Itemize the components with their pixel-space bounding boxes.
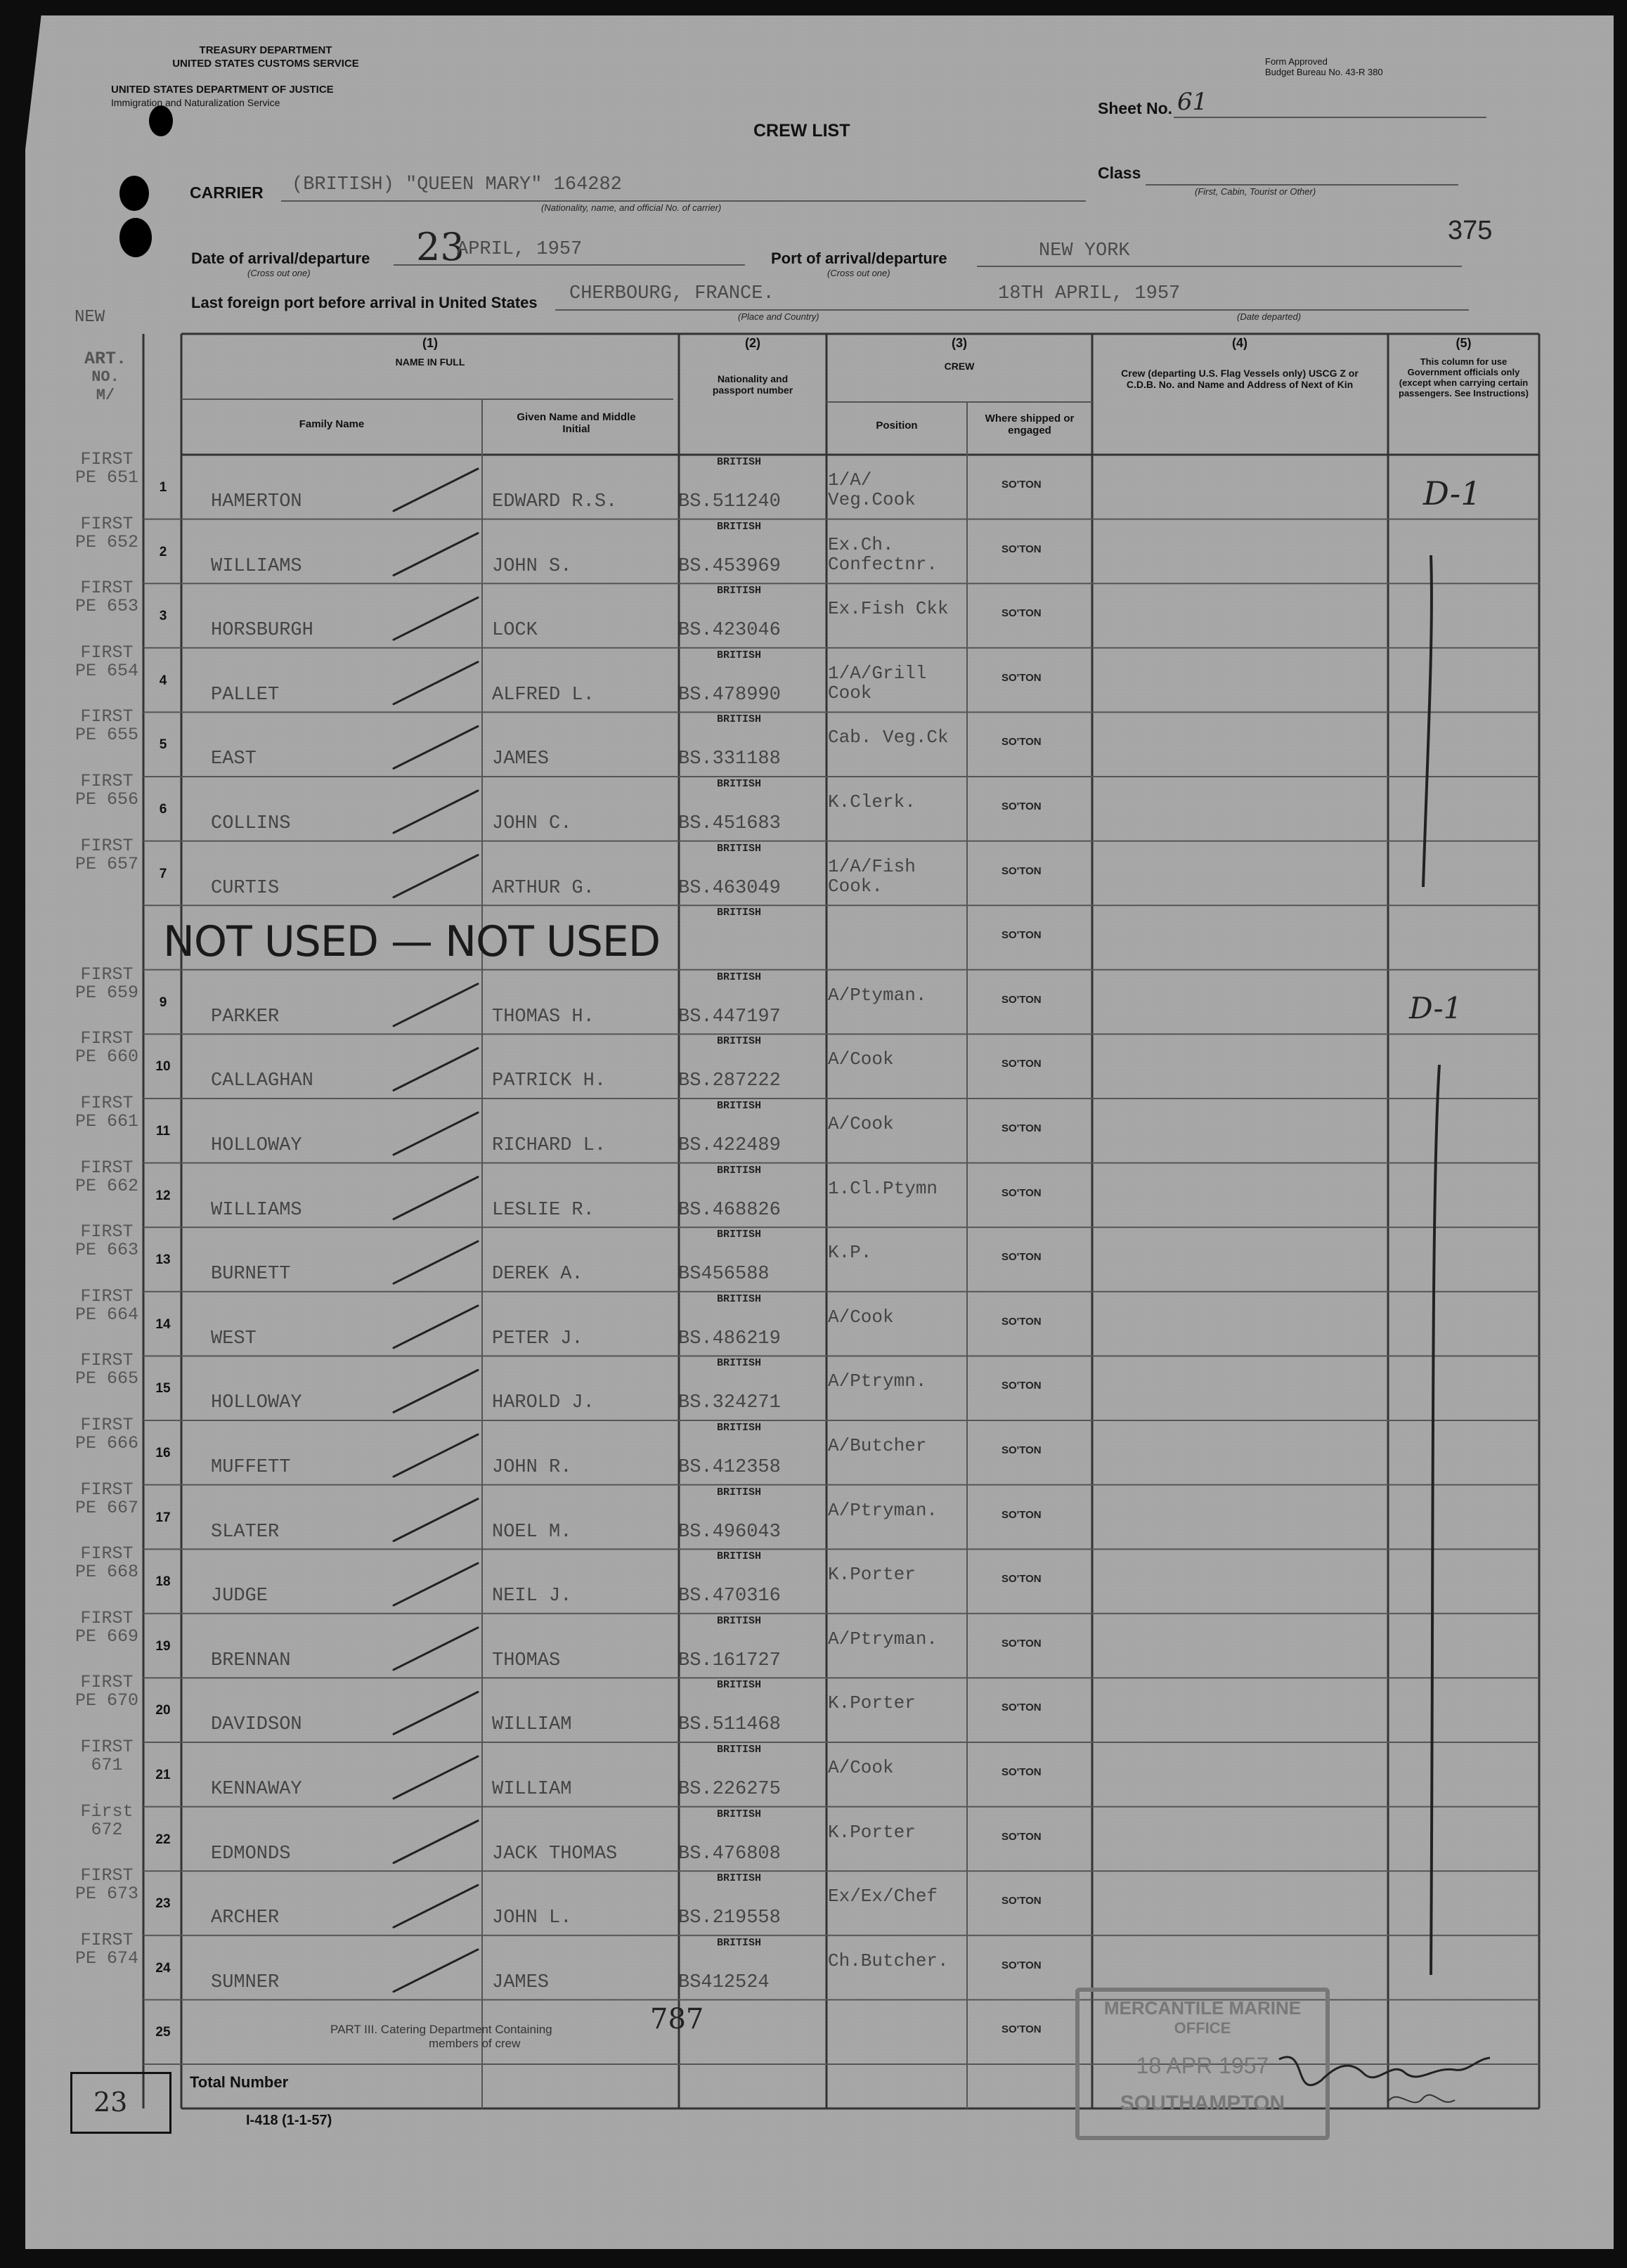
given-name: THOMAS [492, 1650, 561, 1671]
row-number: 19 [155, 1638, 171, 1654]
given-name: JAMES [492, 1971, 550, 1993]
table-row [0, 1737, 1627, 1807]
row-number: 4 [159, 673, 167, 688]
row-number: 13 [155, 1252, 171, 1268]
crew-position: Ex.Fish Ckk [828, 598, 949, 620]
row-number: 11 [155, 1124, 171, 1139]
crew-position: 1/A/ Veg.Cook [828, 469, 916, 510]
crew-position: K.Clerk. [828, 791, 916, 812]
arrival-day: 23 [416, 225, 465, 269]
passport-number: BS.412358 [678, 1457, 781, 1478]
arrival-date: APRIL, 1957 [457, 239, 583, 260]
side-code: FIRST PE 670 [74, 1672, 138, 1711]
passport-number: BS.287222 [678, 1070, 781, 1092]
row-number: 9 [159, 994, 167, 1010]
shipped-at: SO'TON [1002, 543, 1042, 555]
nationality: BRITISH [717, 971, 762, 983]
family-name: CALLAGHAN [211, 1070, 313, 1092]
punch-hole [149, 105, 173, 136]
nationality: BRITISH [717, 713, 762, 726]
form-approved: Form Approved Budget Bureau No. 43-R 380 [1265, 56, 1383, 77]
side-code: FIRST PE 660 [74, 1028, 138, 1068]
mercantile-marine-stamp: MERCANTILE MARINE OFFICE 18 APR 1957 SOUTHAMPTON [1075, 1988, 1330, 2140]
nationality: BRITISH [717, 1744, 762, 1756]
given-name: PETER J. [492, 1328, 583, 1349]
art-header: ART. NO. M/ [84, 349, 127, 404]
carrier-hint: (Nationality, name, and official No. of carrier) [541, 202, 722, 213]
row-number: 18 [155, 1574, 171, 1590]
nationality: BRITISH [717, 1100, 762, 1112]
col3-header: (3) CREW [944, 336, 975, 372]
col2-header: (2) Nationality and passport number [712, 336, 793, 396]
port-label: Port of arrival/departure (Cross out one) [771, 250, 947, 278]
row-number: 24 [155, 1960, 171, 1976]
total-box [70, 2072, 171, 2134]
date-departed: 18TH APRIL, 1957 [998, 283, 1181, 304]
passport-number: BS456588 [678, 1264, 770, 1285]
given-name: JOHN R. [492, 1457, 572, 1478]
crew-position: A/Ptrymn. [828, 1370, 927, 1392]
table-row [0, 1607, 1627, 1678]
agency-block-2: UNITED STATES DEPARTMENT OF JUSTICE Immigration and Naturalization Service [111, 84, 334, 108]
table-row [0, 835, 1627, 906]
nationality: BRITISH [717, 1422, 762, 1434]
row-number: 10 [155, 1059, 171, 1075]
family-name: EAST [211, 749, 257, 770]
family-name: ARCHER [211, 1907, 280, 1929]
table-row [0, 1028, 1627, 1099]
given-name: LESLIE R. [492, 1199, 595, 1221]
crew-position: Cab. Veg.Ck [828, 727, 949, 749]
sheet-number: 61 [1177, 88, 1208, 116]
crew-position: A/Butcher [828, 1435, 927, 1456]
shipped-at: SO'TON [1002, 736, 1042, 749]
given-name: JACK THOMAS [492, 1843, 618, 1865]
shipped-at: SO'TON [1002, 1573, 1042, 1586]
shipped-header: Where shipped or engaged [985, 413, 1075, 436]
passport-number: BS.468826 [678, 1199, 781, 1221]
row-number: 20 [155, 1703, 171, 1718]
passport-number: BS.161727 [678, 1650, 781, 1671]
family-name: KENNAWAY [211, 1779, 302, 1800]
side-code: FIRST PE 663 [74, 1222, 138, 1261]
given-name: DEREK A. [492, 1264, 583, 1285]
carrier-value: (BRITISH) "QUEEN MARY" 164282 [292, 174, 622, 195]
family-name: PALLET [211, 684, 280, 706]
shipped-at: SO'TON [1002, 1895, 1042, 1907]
passport-number: BS.478990 [678, 684, 781, 706]
table-row [0, 1929, 1627, 2000]
given-name: JAMES [492, 749, 550, 770]
shipped-at: SO'TON [1002, 479, 1042, 491]
side-code: FIRST PE 654 [74, 642, 138, 681]
row-number: 23 [155, 1896, 171, 1912]
table-row [0, 513, 1627, 584]
side-code: FIRST PE 666 [74, 1415, 138, 1453]
crew-position: A/Ptryman. [828, 1499, 938, 1521]
nationality: BRITISH [717, 649, 762, 661]
family-header: Family Name [299, 418, 365, 430]
row-number: 21 [155, 1768, 171, 1782]
class-label: Class [1098, 164, 1141, 182]
table-row [0, 1672, 1627, 1742]
given-name: HAROLD J. [492, 1392, 595, 1414]
family-name: WILLIAMS [211, 555, 302, 577]
family-name: WEST [211, 1328, 257, 1349]
total-label: Total Number [190, 2073, 289, 2091]
side-code: FIRST PE 651 [74, 449, 138, 488]
given-name: WILLIAM [492, 1779, 572, 1800]
crew-position: A/Cook [828, 1306, 894, 1328]
page-title: CREW LIST [753, 121, 850, 141]
nationality: BRITISH [717, 1679, 762, 1692]
shipped-at: SO'TON [1002, 1186, 1042, 1199]
agency-block: TREASURY DEPARTMENT UNITED STATES CUSTOMS SERVICE [172, 44, 359, 70]
nationality: BRITISH [717, 1164, 762, 1177]
side-code: FIRST PE 661 [74, 1093, 138, 1132]
crew-position: 1/A/Fish Cook. [828, 855, 916, 897]
given-name: THOMAS H. [492, 1006, 595, 1028]
given-header: Given Name and Middle Initial [517, 411, 636, 435]
nationality: BRITISH [717, 520, 762, 533]
passport-number: BS.511240 [678, 491, 781, 512]
family-name: PARKER [211, 1006, 280, 1028]
table-row [0, 1285, 1627, 1356]
part-count: 787 [650, 2003, 704, 2035]
crew-position: K.Porter [828, 1564, 916, 1586]
family-name: DAVIDSON [211, 1714, 302, 1736]
given-name: WILLIAM [492, 1714, 572, 1736]
crew-position: A/Ptyman. [828, 984, 927, 1006]
d1-annotation: D-1 [1409, 991, 1463, 1025]
side-code: FIRST PE 652 [74, 513, 138, 552]
nationality: BRITISH [717, 842, 762, 855]
family-name: CURTIS [211, 877, 280, 899]
given-name: ALFRED L. [492, 684, 595, 706]
crew-position: Ch.Butcher. [828, 1950, 949, 1971]
nationality: BRITISH [717, 1808, 762, 1820]
nationality: BRITISH [717, 456, 762, 468]
passport-number: BS.423046 [678, 620, 781, 642]
shipped-at: SO'TON [1002, 1959, 1042, 1971]
row-number: 3 [159, 609, 167, 624]
crew-position: Ex/Ex/Chef [828, 1886, 938, 1907]
shipped-at: SO'TON [1002, 1508, 1042, 1521]
table-row [0, 1865, 1627, 1936]
side-code: FIRST 671 [80, 1737, 134, 1775]
margin-note: NEW [74, 308, 105, 327]
table-row [0, 706, 1627, 777]
family-name: BRENNAN [211, 1650, 291, 1671]
row-number: 2 [159, 544, 167, 559]
row-number: 17 [155, 1510, 171, 1525]
crew-position: A/Cook [828, 1757, 894, 1778]
shipped-at: SO'TON [1002, 1766, 1042, 1778]
given-name: NEIL J. [492, 1586, 572, 1607]
given-name: ARTHUR G. [492, 877, 595, 899]
col4-header: (4) Crew (departing U.S. Flag Vessels only) USCG Z or C.D.B. No. and Name and Address of Next of Kin [1121, 336, 1359, 390]
date-departed-hint: (Date departed) [1237, 311, 1302, 322]
family-name: COLLINS [211, 813, 291, 834]
shipped-at: SO'TON [1002, 1315, 1042, 1328]
part-note: PART III. Catering Department Containing members of crew [330, 2023, 552, 2050]
table-row [0, 1093, 1627, 1163]
row-number: 25 [155, 2025, 171, 2040]
table-row [0, 1222, 1627, 1292]
nationality: BRITISH [717, 1292, 762, 1305]
family-name: HOLLOWAY [211, 1392, 302, 1414]
family-name: WILLIAMS [211, 1199, 302, 1221]
crew-position: K.Porter [828, 1692, 916, 1714]
given-name: EDWARD R.S. [492, 491, 618, 512]
side-code: FIRST PE 665 [74, 1350, 138, 1389]
crew-position: A/Cook [828, 1113, 894, 1134]
passport-number: BS.476808 [678, 1843, 781, 1865]
carrier-label: CARRIER [190, 183, 264, 202]
page-number: 375 [1448, 216, 1493, 245]
table-row [0, 1543, 1627, 1614]
total-value: 23 [93, 2087, 128, 2118]
table-row [0, 1157, 1627, 1228]
passport-number: BS.486219 [678, 1328, 781, 1349]
passport-number: BS.226275 [678, 1779, 781, 1800]
passport-number: BS.324271 [678, 1392, 781, 1414]
family-name: MUFFETT [211, 1457, 291, 1478]
passport-number: BS.451683 [678, 813, 781, 834]
shipped-at: SO'TON [1002, 1251, 1042, 1264]
shipped-at: SO'TON [1002, 1830, 1042, 1843]
nationality: BRITISH [717, 1229, 762, 1241]
given-name: NOEL M. [492, 1521, 572, 1543]
side-code: FIRST PE 657 [74, 835, 138, 874]
nationality: BRITISH [717, 1550, 762, 1563]
family-name: SUMNER [211, 1971, 280, 1993]
nationality: BRITISH [717, 1357, 762, 1370]
shipped-at: SO'TON [1002, 1380, 1042, 1392]
crew-position: A/Ptryman. [828, 1628, 938, 1650]
passport-number: BS.453969 [678, 555, 781, 577]
crew-position: 1/A/Grill Cook [828, 662, 927, 704]
punch-hole [119, 176, 149, 211]
table-row [0, 964, 1627, 1035]
passport-number: BS.331188 [678, 749, 781, 770]
col1-header: (1) NAME IN FULL [395, 336, 465, 368]
family-name: HAMERTON [211, 491, 302, 512]
side-code: FIRST PE 667 [74, 1479, 138, 1518]
table-row [0, 449, 1627, 519]
nationality: BRITISH [717, 907, 762, 919]
passport-number: BS.470316 [678, 1586, 781, 1607]
shipped-at: SO'TON [1002, 1122, 1042, 1134]
side-code: FIRST PE 664 [74, 1285, 138, 1325]
family-name: JUDGE [211, 1586, 268, 1607]
position-header: Position [876, 420, 918, 432]
shipped-at: SO'TON [1002, 1444, 1042, 1456]
shipped-at: SO'TON [1002, 1702, 1042, 1714]
nationality: BRITISH [717, 585, 762, 597]
passport-number: BS.511468 [678, 1714, 781, 1736]
side-code: FIRST PE 674 [74, 1929, 138, 1969]
table-row [0, 578, 1627, 648]
table-row [0, 1479, 1627, 1550]
crew-position: 1.Cl.Ptymn [828, 1177, 938, 1199]
row-number: 12 [155, 1188, 171, 1203]
family-name: EDMONDS [211, 1843, 291, 1865]
family-name: HOLLOWAY [211, 1135, 302, 1156]
shipped-at: SO'TON [1002, 993, 1042, 1006]
foreign-port-value: CHERBOURG, FRANCE. [569, 283, 774, 304]
arrival-label: Date of arrival/departure (Cross out one) [191, 250, 370, 278]
table-row [0, 1350, 1627, 1420]
sheet-label: Sheet No. [1098, 99, 1173, 117]
row-number: 1 [159, 480, 167, 495]
given-name: LOCK [492, 620, 538, 642]
side-code: First 672 [80, 1801, 134, 1840]
nationality: BRITISH [717, 778, 762, 790]
table-row [0, 642, 1627, 713]
crew-position: K.P. [828, 1242, 872, 1264]
col5-header: (5) This column for use Government officials only (except when carrying certain passengers. See Instructions) [1399, 336, 1529, 398]
shipped-at: SO'TON [1002, 2023, 1042, 2036]
shipped-at: SO'TON [1002, 671, 1042, 684]
shipped-at: SO'TON [1002, 864, 1042, 877]
shipped-at: SO'TON [1002, 929, 1042, 942]
passport-number: BS.496043 [678, 1521, 781, 1543]
side-code: FIRST PE 668 [74, 1543, 138, 1583]
row-number: 15 [155, 1381, 171, 1397]
table-row [0, 771, 1627, 841]
crew-position: A/Cook [828, 1049, 894, 1070]
given-name: JOHN L. [492, 1907, 572, 1929]
side-code: FIRST PE 655 [74, 706, 138, 746]
row-number: 16 [155, 1446, 171, 1460]
form-number: I-418 (1-1-57) [246, 2113, 332, 2128]
signature [1265, 2017, 1504, 2123]
row-number: 7 [159, 866, 167, 881]
side-code: FIRST PE 669 [74, 1607, 138, 1647]
not-used-stamp: NOT USED — NOT USED [163, 917, 661, 966]
family-name: BURNETT [211, 1264, 291, 1285]
d1-annotation: D-1 [1423, 474, 1482, 512]
family-name: SLATER [211, 1521, 280, 1543]
given-name: PATRICK H. [492, 1070, 607, 1092]
row-number: 22 [155, 1832, 171, 1847]
crew-position: K.Porter [828, 1821, 916, 1843]
table-row [0, 1415, 1627, 1485]
place-hint: (Place and Country) [738, 311, 819, 322]
row-number: 5 [159, 737, 167, 753]
nationality: BRITISH [717, 1486, 762, 1498]
nationality: BRITISH [717, 1614, 762, 1627]
shipped-at: SO'TON [1002, 1058, 1042, 1070]
shipped-at: SO'TON [1002, 801, 1042, 812]
nationality: BRITISH [717, 1936, 762, 1949]
nationality: BRITISH [717, 1035, 762, 1048]
foreign-port-label: Last foreign port before arrival in United States [191, 294, 538, 311]
row-number: 6 [159, 802, 167, 817]
side-code: FIRST PE 653 [74, 578, 138, 617]
shipped-at: SO'TON [1002, 607, 1042, 620]
passport-number: BS.219558 [678, 1907, 781, 1929]
table-row [0, 1801, 1627, 1872]
given-name: JOHN C. [492, 813, 572, 834]
punch-hole [119, 218, 152, 257]
given-name: JOHN S. [492, 555, 572, 577]
family-name: HORSBURGH [211, 620, 313, 642]
port-value: NEW YORK [1039, 240, 1130, 261]
side-code: FIRST PE 659 [74, 964, 138, 1003]
shipped-at: SO'TON [1002, 1637, 1042, 1650]
passport-number: BS.422489 [678, 1135, 781, 1156]
given-name: RICHARD L. [492, 1135, 607, 1156]
side-code: FIRST PE 673 [74, 1865, 138, 1905]
crew-position: Ex.Ch. Confectnr. [828, 533, 938, 575]
row-number: 14 [155, 1316, 171, 1332]
nationality: BRITISH [717, 1872, 762, 1885]
passport-number: BS412524 [678, 1971, 770, 1993]
passport-number: BS.447197 [678, 1006, 781, 1028]
side-code: FIRST PE 662 [74, 1157, 138, 1196]
side-code: FIRST PE 656 [74, 771, 138, 810]
passport-number: BS.463049 [678, 877, 781, 899]
class-hint: (First, Cabin, Tourist or Other) [1195, 186, 1316, 197]
